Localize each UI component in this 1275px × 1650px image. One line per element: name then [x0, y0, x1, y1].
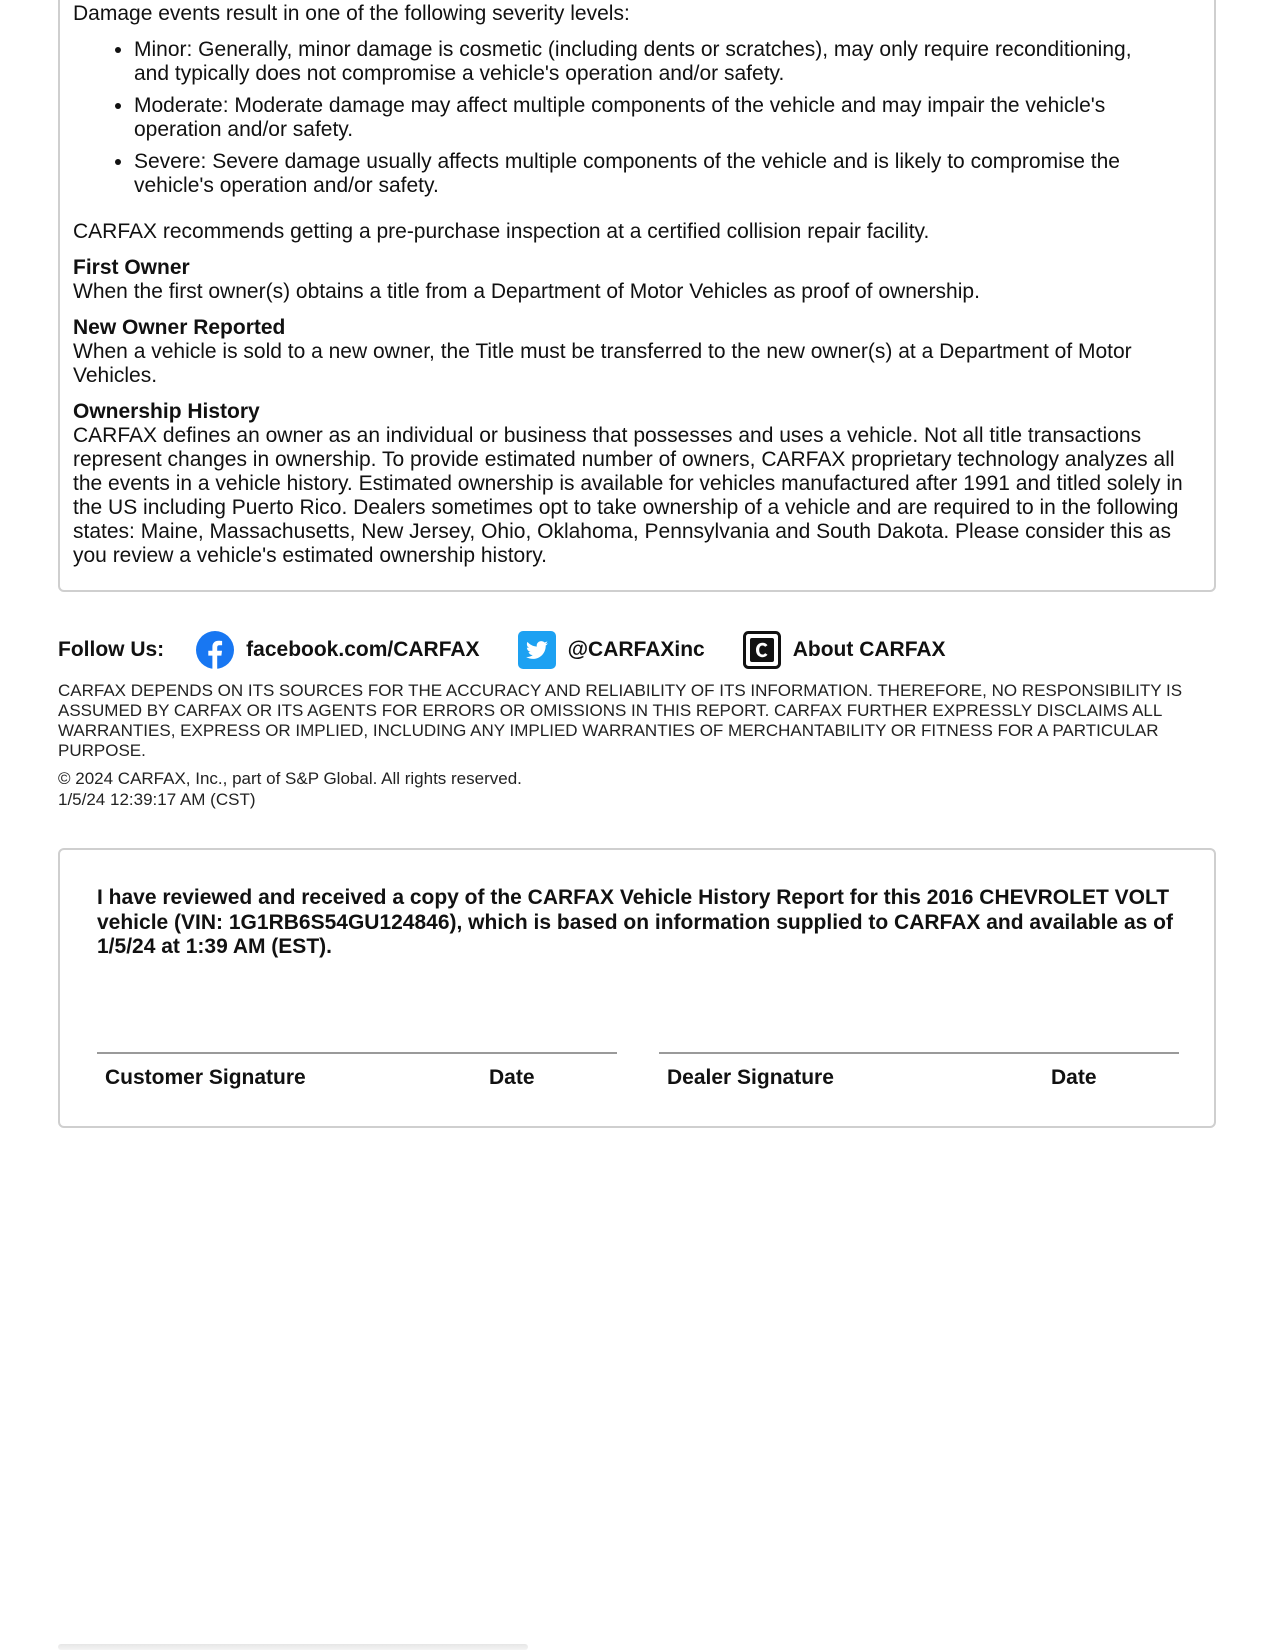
facebook-link[interactable] — [196, 631, 479, 669]
customer-signature-line[interactable] — [97, 1052, 617, 1054]
twitter-link-label: @CARFAXinc — [567, 638, 705, 661]
follow-us-bar — [58, 628, 1218, 672]
dealer-signature-label: Dealer Signature — [667, 1066, 834, 1089]
facebook-icon — [196, 631, 234, 669]
term-new-owner-title: New Owner Reported — [73, 316, 286, 339]
facebook-link-label: facebook.com/CARFAX — [246, 638, 480, 661]
term-new-owner-text: When a vehicle is sold to a new owner, the Title must be transferred to the new owner(s) at a Department of Motor Vehicles. — [73, 340, 1132, 387]
follow-us-label: Follow Us: — [58, 638, 165, 661]
copyright-text: © 2024 CARFAX, Inc., part of S&P Global. All rights reserved. — [58, 769, 522, 788]
twitter-icon — [518, 631, 556, 669]
customer-date-label: Date — [489, 1066, 535, 1089]
severity-severe: • Severe: Severe damage usually affects multiple components of the vehicle and is likely to compromise the vehicle's operation and/or safety. — [134, 150, 1134, 198]
dealer-date-label: Date — [1051, 1066, 1097, 1089]
term-ownership-history-title: Ownership History — [73, 400, 260, 423]
term-ownership-history-text: CARFAX defines an owner as an individual or business that possesses and uses a vehicle. Not all title transactions represent changes in ownership. To provide estimated number of owners, CARFAX proprietary technology analyzes all the events in a vehicle history. Estimated ownership is available for vehicles manufactured after 1991 and titled solely in the US including Puerto Rico. Dealers sometimes opt to take ownership of a vehicle and are required to in the following states: Maine, Massachusetts, New Jersey, Ohio, Oklahoma, Pennsylvania and South Dakota. Please consider this as you review a vehicle's estimated ownership history. — [73, 424, 1183, 567]
dealer-signature-line[interactable] — [659, 1052, 1179, 1054]
inspection-recommendation: CARFAX recommends getting a pre-purchase inspection at a certified collision repair facility. — [73, 220, 930, 243]
customer-signature-label: Customer Signature — [105, 1066, 306, 1089]
acknowledgement-text: I have reviewed and received a copy of the CARFAX Vehicle History Report for this 2016 CHEVROLET VOLT vehicle (VIN: 1G1RB6S54GU124846), which is based on information supplied to CARFAX and available as of 1/5/24 at 1:39 AM (EST). — [97, 886, 1173, 958]
legal-disclaimer: CARFAX DEPENDS ON ITS SOURCES FOR THE ACCURACY AND RELIABILITY OF ITS INFORMATION. THEREFORE, NO RESPONSIBILITY IS ASSUMED BY CARFAX OR ITS AGENTS FOR ERRORS OR OMISSIONS IN THIS REPORT. CARFAX FURTHER EXPRESSLY DISCLAIMS ALL WARRANTIES, EXPRESS OR IMPLIED, INCLUDING ANY IMPLIED WARRANTIES OF MERCHANTABILITY OR FITNESS FOR A PARTICULAR PURPOSE. — [58, 681, 1183, 760]
carfax-logo-icon — [743, 631, 781, 669]
severity-moderate: • Moderate: Moderate damage may affect multiple components of the vehicle and may impair the vehicle's operation and/or safety. — [134, 94, 1134, 142]
signature-section — [58, 848, 1216, 1128]
about-carfax-label: About CARFAX — [792, 638, 946, 661]
copyright-block — [58, 768, 522, 810]
report-timestamp: 1/5/24 12:39:17 AM (CST) — [58, 790, 256, 809]
glossary-content — [73, 2, 1203, 568]
twitter-link[interactable] — [518, 631, 705, 669]
about-carfax-link[interactable] — [743, 631, 946, 669]
page-edge-shadow — [58, 1644, 528, 1650]
severity-intro: Damage events result in one of the following severity levels: — [73, 2, 630, 25]
severity-minor: • Minor: Generally, minor damage is cosmetic (including dents or scratches), may only require reconditioning, and typically does not compromise a vehicle's operation and/or safety. — [134, 38, 1134, 86]
glossary-section — [58, 0, 1216, 592]
term-first-owner-text: When the first owner(s) obtains a title from a Department of Motor Vehicles as proof of ownership. — [73, 280, 980, 303]
term-first-owner-title: First Owner — [73, 256, 190, 279]
severity-list — [73, 38, 1203, 198]
